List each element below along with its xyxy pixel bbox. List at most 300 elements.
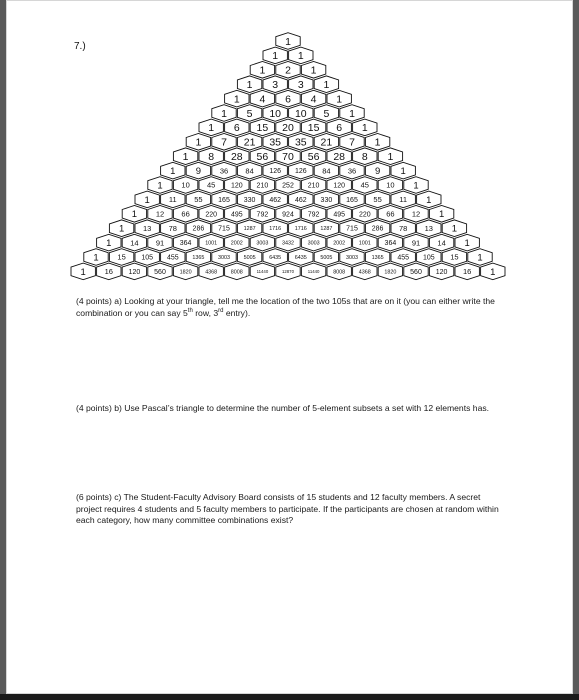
triangle-cell-value: 91: [155, 238, 165, 248]
question-a-text-1: (4 points) a) Looking at your triangle, tell me the location of the two 105s that are on it (you can either write the combination or you can say 5: [76, 296, 495, 318]
triangle-cell-value: 1: [400, 166, 406, 177]
triangle-cell: [455, 234, 479, 251]
triangle-cell-value: 1716: [269, 226, 282, 233]
triangle-cell: [365, 134, 389, 151]
triangle-cell-value: 78: [399, 223, 408, 233]
triangle-cell-value: 13: [143, 223, 152, 233]
triangle-cell: [263, 76, 287, 93]
triangle-cell-value: 14: [437, 238, 446, 248]
triangle-cell-value: 210: [307, 182, 320, 190]
triangle-cell: [212, 249, 236, 266]
triangle-cell-value: 1: [157, 180, 163, 192]
triangle-cell-value: 165: [218, 196, 230, 204]
triangle-cell-value: 70: [282, 151, 294, 163]
triangle-cell-value: 715: [218, 225, 230, 233]
triangle-cell-value: 1: [144, 194, 150, 206]
triangle-cell-value: 6: [233, 122, 240, 135]
triangle-cell-value: 1: [272, 50, 279, 63]
triangle-cell-value: 1: [361, 122, 368, 135]
triangle-cell: [391, 249, 415, 266]
triangle-cell-value: 1: [349, 107, 355, 120]
triangle-cell: [301, 177, 325, 194]
triangle-cell-value: 1: [426, 194, 432, 206]
triangle-cell-value: 66: [386, 209, 395, 219]
triangle-cell-value: 286: [192, 225, 205, 233]
triangle-cell: [276, 119, 300, 136]
triangle-cell-value: 792: [307, 211, 320, 219]
question-a-sup-1: th: [187, 307, 193, 314]
triangle-cell: [250, 62, 274, 79]
triangle-cell-value: 55: [373, 195, 382, 205]
triangle-cell: [250, 90, 274, 107]
triangle-cell: [225, 119, 249, 136]
triangle-cell: [429, 263, 453, 280]
triangle-cell-value: 495: [333, 211, 346, 219]
triangle-cell-value: 6: [336, 122, 343, 135]
triangle-cell: [327, 234, 351, 251]
triangle-cell: [429, 234, 453, 251]
triangle-cell: [173, 263, 197, 280]
triangle-cell: [327, 177, 351, 194]
triangle-cell: [237, 134, 261, 151]
triangle-cell-value: 12: [155, 209, 165, 219]
triangle-cell: [135, 191, 159, 208]
triangle-cell: [225, 206, 249, 223]
triangle-cell-value: 1: [297, 50, 304, 63]
triangle-cell: [391, 191, 415, 208]
triangle-cell: [327, 148, 351, 165]
triangle-cell-value: 5: [323, 107, 330, 120]
triangle-cell-value: 1: [438, 209, 445, 221]
triangle-cell: [276, 263, 300, 280]
triangle-cell: [340, 249, 364, 266]
triangle-cell-value: 2002: [230, 240, 243, 247]
triangle-cell: [212, 134, 236, 151]
triangle-cell-value: 16: [463, 267, 472, 277]
triangle-cell-value: 36: [347, 166, 357, 176]
triangle-cell-value: 15: [307, 122, 320, 135]
triangle-cell: [327, 263, 351, 280]
triangle-cell: [404, 206, 428, 223]
triangle-cell: [186, 249, 210, 266]
triangle-cell-value: 455: [397, 254, 410, 262]
triangle-cell: [340, 105, 364, 122]
triangle-cell-value: 1365: [192, 254, 205, 261]
triangle-cell-value: 330: [243, 196, 256, 204]
triangle-cell-value: 12: [411, 209, 421, 219]
triangle-cell-value: 1: [93, 252, 99, 264]
triangle-cell: [237, 162, 261, 179]
triangle-cell-value: 1: [387, 151, 394, 163]
triangle-cell: [109, 220, 133, 237]
triangle-cell: [340, 162, 364, 179]
triangle-cell: [365, 249, 389, 266]
triangle-cell: [263, 162, 287, 179]
triangle-cell-value: 35: [294, 136, 307, 149]
triangle-cell-value: 3003: [256, 240, 269, 247]
triangle-cell-value: 1365: [371, 254, 384, 261]
triangle-cell-value: 45: [207, 180, 216, 190]
triangle-cell-value: 66: [181, 209, 190, 219]
triangle-cell-value: 364: [179, 240, 192, 248]
triangle-cell-value: 15: [450, 252, 459, 262]
triangle-cell: [199, 234, 223, 251]
triangle-cell: [212, 191, 236, 208]
triangle-cell-value: 36: [219, 166, 229, 176]
triangle-cell: [148, 234, 172, 251]
triangle-cell: [109, 249, 133, 266]
triangle-cell: [199, 263, 223, 280]
triangle-cell: [237, 191, 261, 208]
triangle-cell: [442, 249, 466, 266]
triangle-cell-value: 1: [246, 79, 253, 91]
triangle-cell: [404, 263, 428, 280]
triangle-cell-value: 1287: [243, 226, 256, 233]
triangle-cell: [186, 162, 210, 179]
triangle-cell: [250, 177, 274, 194]
triangle-cell: [276, 148, 300, 165]
triangle-cell: [442, 220, 466, 237]
triangle-cell: [225, 263, 249, 280]
triangle-cell: [237, 249, 261, 266]
triangle-cell-value: 11: [168, 195, 177, 205]
triangle-cell: [327, 90, 351, 107]
triangle-cell-value: 330: [320, 196, 333, 204]
triangle-cell-value: 21: [243, 136, 256, 149]
triangle-cell: [212, 220, 236, 237]
triangle-cell: [276, 62, 300, 79]
triangle-cell-value: 12870: [282, 268, 294, 274]
triangle-cell-value: 13: [424, 223, 433, 233]
triangle-cell-value: 8: [361, 151, 368, 163]
triangle-cell-value: 1: [131, 209, 138, 221]
triangle-cell-value: 126: [294, 168, 307, 176]
triangle-cell: [340, 134, 364, 151]
triangle-cell: [148, 177, 172, 194]
triangle-cell: [327, 206, 351, 223]
triangle-cell: [301, 62, 325, 79]
triangle-cell: [161, 220, 185, 237]
triangle-cell-value: 364: [384, 240, 397, 248]
triangle-cell: [173, 206, 197, 223]
triangle-cell-value: 120: [333, 182, 346, 190]
triangle-cell-value: 4: [259, 93, 266, 106]
triangle-cell-value: 462: [294, 196, 307, 204]
triangle-cell: [365, 191, 389, 208]
triangle-cell-value: 1: [323, 79, 330, 91]
triangle-cell: [186, 191, 210, 208]
triangle-cell-value: 9: [374, 166, 381, 177]
triangle-cell: [237, 220, 261, 237]
triangle-cell-value: 560: [154, 268, 166, 276]
triangle-cell: [263, 249, 287, 266]
triangle-cell: [148, 206, 172, 223]
triangle-cell: [237, 105, 261, 122]
triangle-cell: [378, 263, 402, 280]
triangle-cell: [455, 263, 479, 280]
question-a-text-2: row, 3: [192, 307, 219, 318]
triangle-cell: [314, 134, 338, 151]
triangle-cell-value: 1: [106, 238, 112, 249]
triangle-cell-value: 105: [422, 254, 435, 262]
triangle-cell-value: 10: [294, 107, 307, 120]
triangle-cell: [314, 220, 338, 237]
triangle-cell: [353, 177, 377, 194]
triangle-cell: [391, 220, 415, 237]
triangle-cell-value: 1: [374, 136, 381, 149]
triangle-cell: [148, 263, 172, 280]
question-b: (4 points) b) Use Pascal’s triangle to determine the number of 5-element subsets a set with 12 elements has.: [76, 403, 490, 413]
triangle-cell: [173, 234, 197, 251]
triangle-cell-value: 286: [371, 225, 384, 233]
triangle-cell: [289, 162, 313, 179]
triangle-cell-value: 1: [259, 64, 266, 77]
triangle-cell-value: 1: [170, 166, 176, 177]
triangle-cell-value: 495: [230, 211, 243, 219]
problem-number: 7.): [74, 41, 86, 52]
triangle-cell-value: 1: [80, 266, 86, 278]
triangle-cell-value: 10: [269, 107, 282, 120]
triangle-cell: [314, 76, 338, 93]
triangle-cell: [301, 206, 325, 223]
triangle-cell: [481, 263, 505, 280]
triangle-cell-value: 455: [166, 254, 179, 262]
triangle-cell-value: 8008: [230, 269, 243, 276]
triangle-cell-value: 3003: [346, 254, 358, 261]
triangle-cell-value: 84: [245, 166, 254, 176]
question-a-text-3: entry).: [223, 307, 251, 318]
triangle-cell-value: 1287: [320, 226, 333, 233]
triangle-cell: [314, 162, 338, 179]
triangle-cell-value: 3003: [307, 240, 320, 247]
triangle-cell-value: 7: [221, 136, 227, 149]
triangle-cell: [301, 234, 325, 251]
triangle-cell-value: 1: [413, 180, 419, 192]
triangle-cell: [250, 234, 274, 251]
triangle-cell-value: 8008: [333, 269, 346, 276]
triangle-cell: [161, 191, 185, 208]
triangle-cell-value: 1: [451, 223, 458, 235]
triangle-cell-value: 28: [230, 151, 243, 163]
triangle-cell: [391, 162, 415, 179]
triangle-cell-value: 1: [182, 151, 189, 163]
triangle-cell: [327, 119, 351, 136]
triangle-cell-value: 3: [297, 79, 304, 91]
triangle-cell-value: 3432: [282, 240, 294, 247]
triangle-cell: [289, 191, 313, 208]
triangle-cell: [212, 105, 236, 122]
triangle-cell-value: 55: [194, 195, 203, 205]
triangle-cell: [263, 191, 287, 208]
triangle-cell-value: 2: [285, 64, 291, 77]
triangle-cell: [417, 249, 441, 266]
triangle-cell: [301, 119, 325, 136]
triangle-cell-value: 6435: [269, 254, 282, 261]
triangle-cell: [276, 206, 300, 223]
triangle-cell: [468, 249, 492, 266]
triangle-cell: [212, 162, 236, 179]
triangle-cell-value: 6435: [294, 254, 307, 261]
triangle-cell-value: 1: [285, 35, 291, 48]
triangle-cell: [276, 33, 300, 50]
triangle-cell: [97, 234, 121, 251]
triangle-cell: [314, 105, 338, 122]
triangle-cell-value: 15: [117, 252, 126, 262]
triangle-cell: [263, 105, 287, 122]
triangle-cell: [71, 263, 95, 280]
question-c: (6 points) c) The Student-Faculty Advisory Board consists of 15 students and 12 faculty members. A secret project requires 4 students and 5 faculty members to participate. If the participants are chosen at random within each category, how many committee combinations exist?: [76, 492, 499, 525]
triangle-cell: [135, 249, 159, 266]
triangle-cell-value: 78: [168, 223, 177, 233]
triangle-cell: [135, 220, 159, 237]
triangle-cell-value: 10: [181, 180, 190, 190]
triangle-cell-value: 1: [118, 223, 125, 235]
triangle-cell-value: 21: [320, 136, 333, 149]
triangle-cell-value: 1: [195, 136, 202, 149]
triangle-cell: [404, 177, 428, 194]
triangle-cell: [340, 191, 364, 208]
triangle-cell: [225, 177, 249, 194]
triangle-cell: [173, 148, 197, 165]
triangle-cell: [301, 263, 325, 280]
triangle-cell-value: 1: [208, 122, 215, 135]
triangle-cell: [353, 148, 377, 165]
triangle-cell-value: 126: [269, 168, 282, 176]
triangle-cell-value: 10: [386, 180, 395, 190]
triangle-cell: [250, 119, 274, 136]
triangle-cell-value: 560: [410, 268, 422, 276]
triangle-cell-value: 165: [346, 196, 358, 204]
triangle-cell-value: 1820: [179, 269, 192, 276]
triangle-cell-value: 1001: [205, 240, 218, 247]
triangle-cell-value: 715: [346, 225, 358, 233]
triangle-cell: [378, 206, 402, 223]
triangle-cell: [199, 148, 223, 165]
triangle-cell-value: 1: [490, 266, 496, 278]
triangle-cell: [429, 206, 453, 223]
triangle-cell-value: 4368: [205, 269, 218, 276]
triangle-cell: [340, 220, 364, 237]
triangle-cell-value: 45: [360, 180, 369, 190]
pascals-triangle: [0, 0, 579, 290]
triangle-cell-value: 16: [104, 267, 113, 277]
triangle-cell-value: 120: [128, 268, 141, 276]
triangle-cell: [250, 263, 274, 280]
triangle-cell: [365, 220, 389, 237]
triangle-cell-value: 9: [195, 166, 202, 177]
triangle-cell: [289, 249, 313, 266]
triangle-cell-value: 15: [256, 122, 269, 135]
triangle-cell-value: 1716: [294, 226, 307, 233]
triangle-cell-value: 11: [399, 195, 408, 205]
triangle-cell-value: 3003: [218, 254, 230, 261]
triangle-cell-value: 1: [233, 93, 240, 106]
triangle-cell: [225, 148, 249, 165]
triangle-cell: [378, 148, 402, 165]
triangle-cell-value: 1: [477, 252, 483, 264]
triangle-cell: [301, 148, 325, 165]
triangle-cell-value: 210: [256, 182, 269, 190]
triangle-cell-value: 5005: [320, 254, 333, 261]
triangle-cell-value: 1: [310, 64, 317, 77]
triangle-cell-value: 1: [464, 238, 470, 249]
triangle-cell: [276, 177, 300, 194]
triangle-cell: [353, 119, 377, 136]
triangle-cell: [378, 234, 402, 251]
triangle-cell: [301, 90, 325, 107]
triangle-cell-value: 220: [205, 211, 218, 219]
triangle-cell-value: 4: [310, 93, 317, 106]
triangle-cell: [186, 134, 210, 151]
triangle-cell: [289, 76, 313, 93]
triangle-cell-value: 120: [230, 182, 243, 190]
triangle-cell: [289, 134, 313, 151]
triangle-cell: [276, 90, 300, 107]
triangle-cell-value: 1: [221, 107, 227, 120]
triangle-cell: [353, 234, 377, 251]
triangle-cell: [289, 220, 313, 237]
triangle-cell-value: 120: [435, 268, 448, 276]
triangle-cell: [353, 206, 377, 223]
triangle-cell-value: 2002: [333, 240, 346, 247]
triangle-cell: [199, 206, 223, 223]
triangle-cell-value: 56: [307, 151, 320, 163]
triangle-cell-value: 35: [269, 136, 282, 149]
triangle-cell: [289, 105, 313, 122]
triangle-cell: [365, 162, 389, 179]
triangle-cell-value: 105: [141, 254, 154, 262]
triangle-cell-value: 1820: [384, 269, 397, 276]
viewer-bottom-bar: [0, 694, 579, 700]
triangle-cell: [378, 177, 402, 194]
triangle-cell: [237, 76, 261, 93]
triangle-cell-value: 11440: [256, 268, 269, 274]
triangle-cell: [199, 119, 223, 136]
triangle-cell-value: 91: [411, 238, 421, 248]
triangle-cell: [122, 234, 146, 251]
triangle-cell-value: 56: [256, 151, 269, 163]
triangle-cell-value: 4368: [358, 269, 371, 276]
triangle-cell-value: 220: [358, 211, 371, 219]
triangle-cell: [417, 220, 441, 237]
triangle-cell: [250, 206, 274, 223]
triangle-cell: [225, 234, 249, 251]
triangle-cell: [161, 162, 185, 179]
triangle-cell: [263, 134, 287, 151]
triangle-cell: [404, 234, 428, 251]
triangle-cell-value: 3: [272, 79, 279, 91]
triangle-cell: [97, 263, 121, 280]
triangle-cell: [173, 177, 197, 194]
triangle-cell: [186, 220, 210, 237]
triangle-cell: [122, 263, 146, 280]
triangle-cell: [84, 249, 108, 266]
triangle-cell: [250, 148, 274, 165]
triangle-cell: [161, 249, 185, 266]
triangle-cell-value: 5: [246, 107, 253, 120]
triangle-cell-value: 8: [208, 151, 215, 163]
triangle-cell-value: 7: [349, 136, 355, 149]
triangle-cell: [263, 47, 287, 64]
triangle-cell: [417, 191, 441, 208]
triangle-cell: [353, 263, 377, 280]
triangle-cell: [225, 90, 249, 107]
triangle-cell-value: 924: [282, 211, 294, 219]
triangle-cell-value: 252: [282, 182, 294, 190]
triangle-cell-value: 1001: [358, 240, 371, 247]
triangle-cell-value: 84: [322, 166, 331, 176]
triangle-cell: [122, 206, 146, 223]
